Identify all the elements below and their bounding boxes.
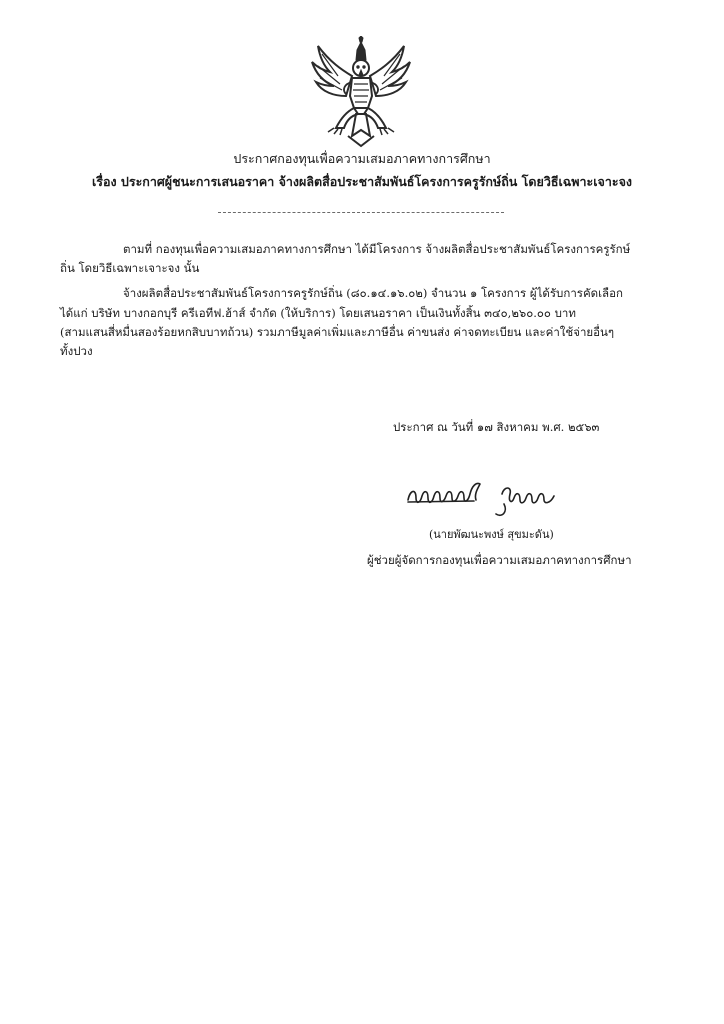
garuda-emblem-icon [306, 36, 416, 148]
announcement-date: ประกาศ ณ วันที่ ๑๗ สิงหาคม พ.ศ. ๒๕๖๓ [393, 420, 600, 434]
body-line: จ้างผลิตสื่อประชาสัมพันธ์โครงการครูรักษ์ถิ่น (๘๐.๑๔.๑๖.๐๒) จำนวน ๑ โครงการ ผู้ได้รับการคัดเลือก [123, 286, 623, 300]
signer-name: (นายพัฒนะพงษ์ สุขมะดัน) [429, 528, 554, 541]
subject-heading: เรื่อง ประกาศผู้ชนะการเสนอราคา จ้างผลิตสื่อประชาสัมพันธ์โครงการครูรักษ์ถิ่น โดยวิธีเฉพาะเจาะจง [91, 174, 633, 189]
body-line: ถิ่น โดยวิธีเฉพาะเจาะจง นั้น [60, 261, 200, 275]
handwritten-signature-icon [404, 472, 562, 522]
body-line: (สามแสนสี่หมื่นสองร้อยหกสิบบาทถ้วน) รวมภาษีมูลค่าเพิ่มและภาษีอื่น ค่าขนส่ง ค่าจดทะเบียน และค่าใช้จ่ายอื่นๆ [60, 325, 615, 339]
body-line: ได้แก่ บริษัท บางกอกบุรี ครีเอทีฟ.ฮ้าส์ จำกัด (ให้บริการ) โดยเสนอราคา เป็นเงินทั้งสิ้น ๓๔๐,๒๖๐.๐๐ บาท [60, 306, 576, 320]
body-line: ตามที่ กองทุนเพื่อความเสมอภาคทางการศึกษา ได้มีโครงการ จ้างผลิตสื่อประชาสัมพันธ์โครงการครูรักษ์ [123, 242, 631, 256]
signer-title: ผู้ช่วยผู้จัดการกองทุนเพื่อความเสมอภาคทางการศึกษา [367, 553, 632, 567]
body-line: ทั้งปวง [60, 344, 93, 358]
agency-heading: ประกาศกองทุนเพื่อความเสมอภาคทางการศึกษา [233, 151, 491, 166]
separator-line [218, 212, 504, 213]
